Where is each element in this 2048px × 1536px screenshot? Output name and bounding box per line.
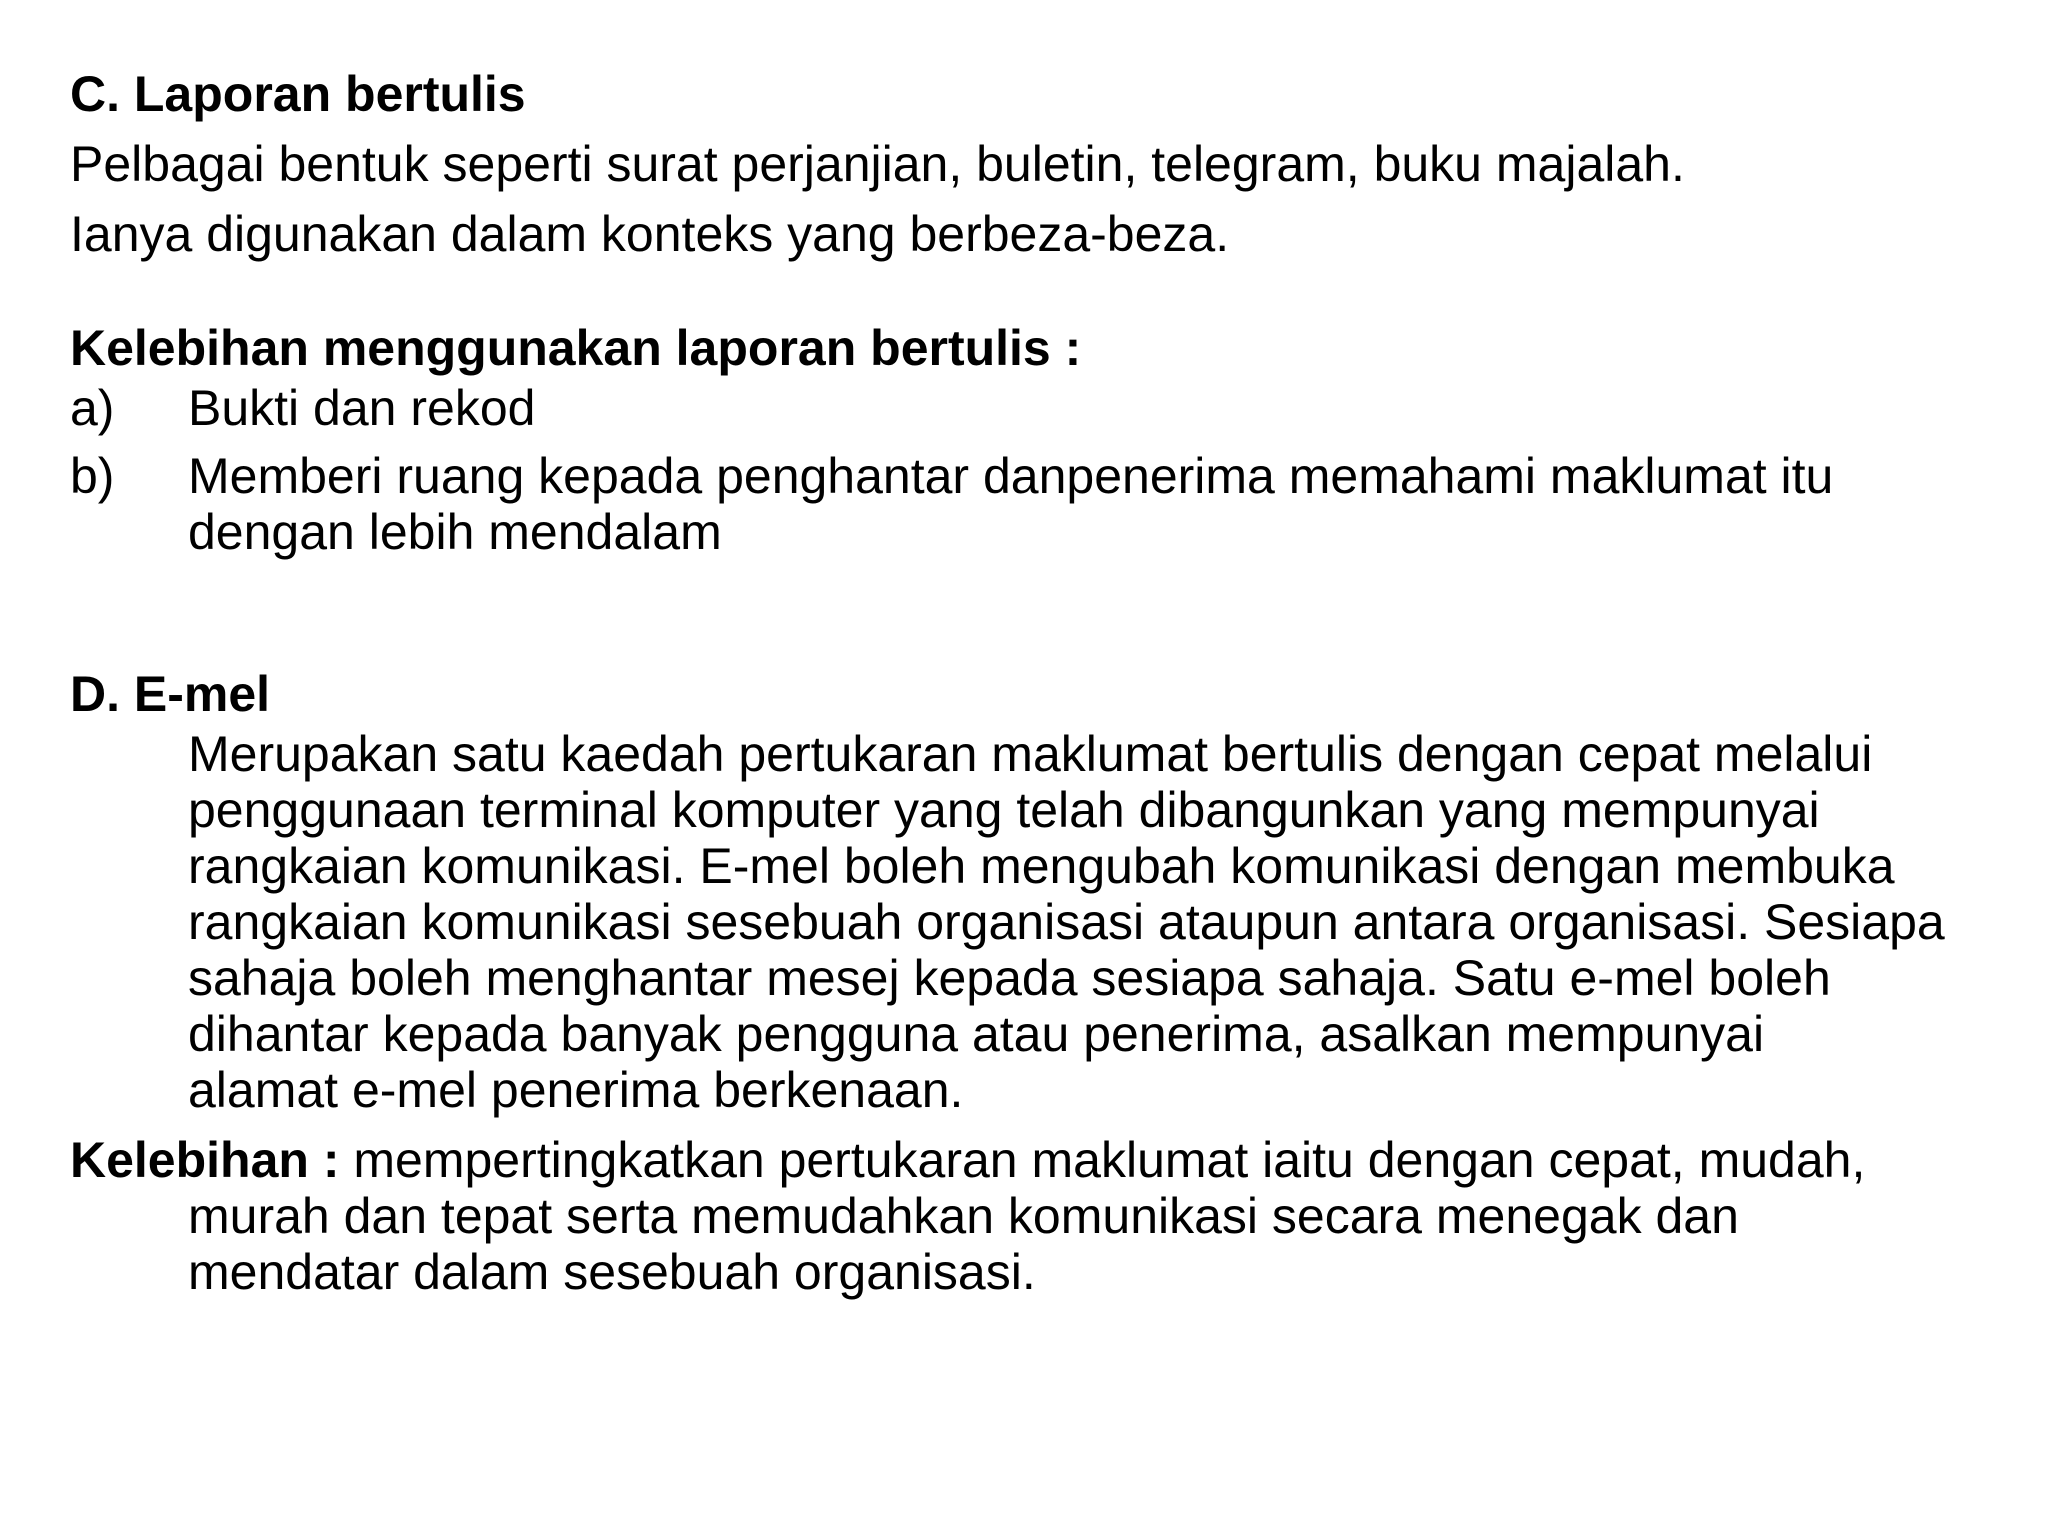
section-c-heading: C. Laporan bertulis [70,66,526,122]
body-line: penggunaan terminal komputer yang telah dibangunkan yang mempunyai [188,782,1820,838]
body-line: dihantar kepada banyak pengguna atau penerima, asalkan mempunyai [188,1006,1765,1062]
list-item [70,448,2000,560]
list-marker: b) [70,448,115,504]
list-item [70,380,2000,436]
slide-content [70,66,2000,1300]
body-line: rangkaian komunikasi. E-mel boleh mengubah komunikasi dengan membuka [188,838,1895,894]
section-d-advantage [70,1132,2000,1300]
body-line: alamat e-mel penerima berkenaan. [188,1062,964,1118]
body-line: rangkaian komunikasi sesebuah organisasi ataupun antara organisasi. Sesiapa [188,894,1945,950]
advantage-text: mempertingkatkan pertukaran maklumat iaitu dengan cepat, mudah, [339,1132,1866,1188]
advantage-line: mendatar dalam sesebuah organisasi. [188,1244,1036,1300]
body-line: sahaja boleh menghantar mesej kepada sesiapa sahaja. Satu e-mel boleh [188,950,1831,1006]
advantages-heading: Kelebihan menggunakan laporan bertulis : [70,320,1082,376]
advantage-line: murah dan tepat serta memudahkan komunikasi secara menegak dan [188,1188,1739,1244]
list-item-text: dengan lebih mendalam [188,504,722,560]
list-item-text: Memberi ruang kepada penghantar danpenerima memahami maklumat itu [188,448,1834,504]
advantage-label: Kelebihan : [70,1132,340,1188]
section-d-heading: D. E-mel [70,666,271,722]
section-c-line: Ianya digunakan dalam konteks yang berbeza-beza. [70,206,1230,262]
section-c-line: Pelbagai bentuk seperti surat perjanjian, buletin, telegram, buku majalah. [70,136,1685,192]
list-marker: a) [70,380,115,436]
section-d-body [70,726,2000,1118]
list-item-text: Bukti dan rekod [188,380,536,436]
body-line: Merupakan satu kaedah pertukaran maklumat bertulis dengan cepat melalui [188,726,1873,782]
